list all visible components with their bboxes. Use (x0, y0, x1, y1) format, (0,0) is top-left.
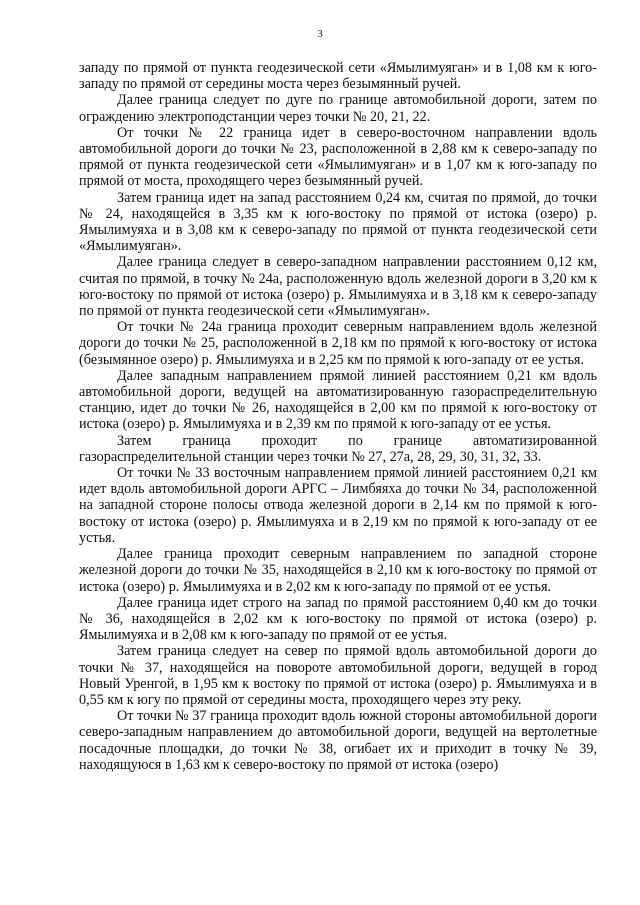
paragraph: Далее граница следует в северо-западном направлении расстоянием 0,12 км, считая по прямой, в точку № 24а, расположенную вдоль железной дороги в 3,20 км к юго-востоку по прямой от истока (озеро) р. Ямылимуяха и в 3,18 км к северо-западу по прямой от пункта геодезической сети «Ямылимуяган». (79, 254, 597, 320)
paragraph: Затем граница идет на запад расстоянием 0,24 км, считая по прямой, до точки № 24, находящейся в 3,35 км к юго-востоку по прямой от истока (озеро) р. Ямылимуяха и в 3,08 км к северо-западу по прямой от пункта геодезической сети «Ямылимуяган». (79, 189, 597, 255)
paragraph: западу по прямой от пункта геодезической сети «Ямылимуяган» и в 1,08 км к юго-западу по прямой от середины моста через безымянный ручей. (79, 60, 597, 93)
paragraph: От точки № 33 восточным направлением прямой линией расстоянием 0,21 км идет вдоль автомобильной дороги АРГС – Лимбяяха до точки № 34, расположенной на западной стороне полосы отвода железной дороги в 2,14 км по прямой к юго-востоку от истока (озеро) р. Ямылимуяха и в 2,19 км по прямой к юго-западу от ее устья. (79, 465, 597, 546)
paragraph: Далее граница идет строго на запад по прямой расстоянием 0,40 км до точки № 36, находящейся в 2,02 км к юго-востоку по прямой от истока (озеро) р. Ямылимуяха и в 2,08 км к юго-западу по прямой от ее устья. (79, 594, 597, 644)
paragraph: Затем граница проходит по границе автоматизированной газораспределительной станции через точки № 27, 27а, 28, 29, 30, 31, 32, 33. (79, 432, 597, 465)
paragraph: Затем граница следует на север по прямой вдоль автомобильной дороги до точки № 37, находящейся на повороте автомобильной дороги, ведущей в город Новый Уренгой, в 1,95 км к востоку по прямой от истока (озеро) р. Ямылимуяха и в 0,55 км к югу по прямой от середины моста, проходящего через эту реку. (79, 643, 597, 708)
paragraph: От точки № 24а граница проходит северным направлением вдоль железной дороги до точки № 25, расположенной в 2,18 км по прямой к юго-востоку от истока (безымянное озеро) р. Ямылимуяха и в 2,25 км по прямой к юго-западу от ее устья. (79, 319, 597, 368)
paragraph: От точки № 37 граница проходит вдоль южной стороны автомобильной дороги северо-западным направлением до автомобильной дороги, ведущей на вертолетные посадочные площадки, до точки № 38, огибает их и приходит в точку № 39, находящуюся в 1,63 км к северо-востоку по прямой от истока (озеро) (79, 708, 597, 773)
page-number: 3 (317, 28, 323, 40)
paragraph: От точки № 22 граница идет в северо-восточном направлении вдоль автомобильной дороги до точки № 23, расположенной в 2,88 км к северо-западу по прямой от пункта геодезической сети «Ямылимуяган» и в 1,07 км к юго-западу по прямой от моста, проходящего через безымянный ручей. (79, 124, 597, 190)
document-body (79, 60, 597, 773)
paragraph: Далее граница проходит северным направлением по западной стороне железной дороги до точки № 35, находящейся в 2,10 км к юго-востоку по прямой от истока (озеро) р. Ямылимуяха и в 2,02 км к юго-западу по прямой от ее устья. (79, 546, 597, 595)
paragraph: Далее граница следует по дуге по границе автомобильной дороги, затем по ограждению электроподстанции через точки № 20, 21, 22. (79, 92, 597, 125)
paragraph: Далее западным направлением прямой линией расстоянием 0,21 км вдоль автомобильной дороги, ведущей на автоматизированную газораспределительную станцию, идет до точки № 26, находящейся в 2,00 км по прямой к юго-востоку от истока (озеро) р. Ямылимуяха и в 2,39 км по прямой к юго-западу от ее устья. (79, 367, 597, 433)
